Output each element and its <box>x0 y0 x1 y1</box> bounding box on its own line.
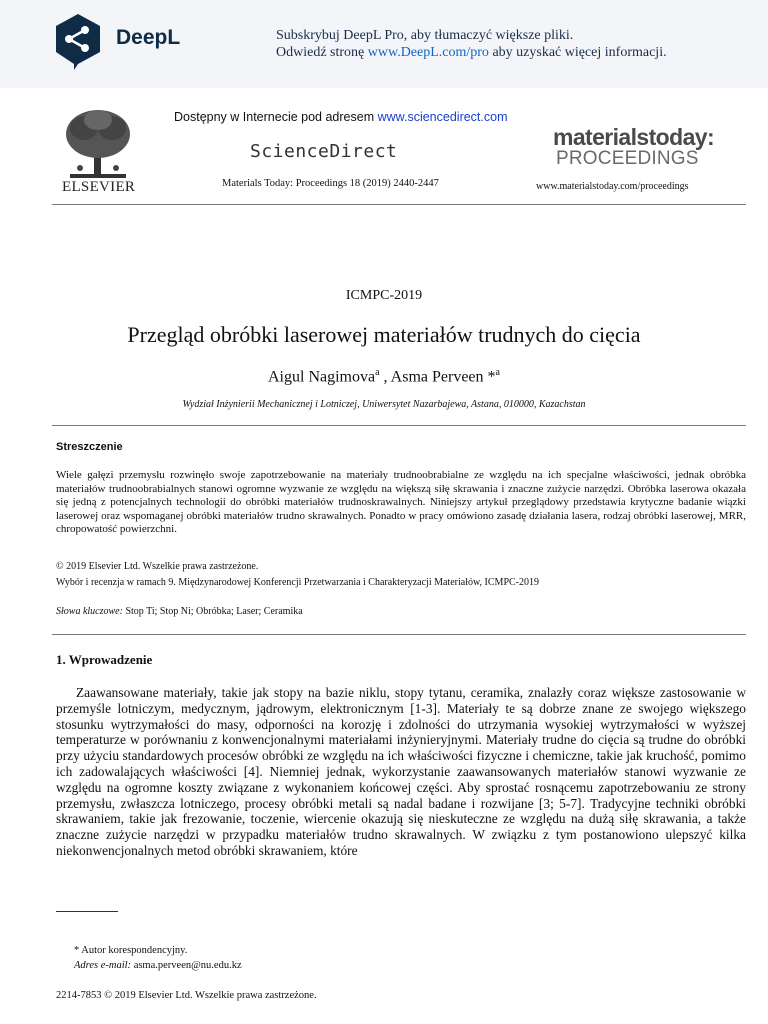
banner-line-2-pre: Odwiedź stronę <box>276 45 368 60</box>
header-divider <box>52 204 746 205</box>
peer-review-note: Wybór i recenzja w ramach 9. Międzynarodowej Konferencji Przetwarzania i Charakteryzacji Materiałów, ICMPC-2019 <box>56 577 540 588</box>
footnote-divider <box>56 911 118 912</box>
abstract-bottom-divider <box>52 634 746 635</box>
keywords-list: Stop Ti; Stop Ni; Obróbka; Laser; Ceramika <box>122 606 303 617</box>
affiliation: Wydział Inżynierii Mechanicznej i Lotniczej, Uniwersytet Nazarbajewa, Astana, 010000, Kazachstan <box>182 399 586 410</box>
abstract-heading: Streszczenie <box>56 441 123 453</box>
author-2[interactable]: Asma Perveen * <box>390 368 496 386</box>
author-1-affiliation-mark: a <box>375 367 380 378</box>
journal-url[interactable]: www.materialstoday.com/proceedings <box>536 181 689 192</box>
author-list <box>0 367 768 386</box>
keywords-line <box>56 606 303 617</box>
elsevier-wordmark: ELSEVIER <box>62 179 136 195</box>
article-title: Przegląd obróbki laserowej materiałów trudnych do cięcia <box>127 322 641 347</box>
conference-name: ICMPC-2019 <box>345 288 423 303</box>
sciencedirect-title: ScienceDirect <box>250 141 398 162</box>
deepl-banner <box>0 0 768 88</box>
email-label: Adres e-mail: <box>74 960 132 971</box>
email-address[interactable]: asma.perveen@nu.edu.kz <box>131 960 242 971</box>
banner-line-1: Subskrybuj DeepL Pro, aby tłumaczyć większe pliki. <box>276 28 574 43</box>
journal-citation: Materials Today: Proceedings 18 (2019) 2440-2447 <box>222 178 439 189</box>
email-note <box>74 960 242 971</box>
sciencedirect-link[interactable]: www.sciencedirect.com <box>377 110 508 124</box>
abstract-body: Wiele gałęzi przemysłu rozwinęło swoje zapotrzebowanie na materiały trudnoobrabialne ze względu na ich specjalne właściwości, jednak obróbka materiałów trudnoobrabialnych stanowi ogromne wyzwanie ze względu na większą siłę skrawania i znaczne zużycie narzędzi. Obróbka laserowa okazała się jedną z potencjalnych technologii do obróbki materiałów trudnoskrawalnych. Niniejszy artykuł przeglądowy przedstawia krytyczne badanie wiązki laserowej oraz wspomaganej obróbki materiałów trudno skrawalnych. Ponadto w pracy omówiono zasadę działania lasera, rodzaj obróbki laserowej, MRR, chropowatość powierzchni. <box>56 469 746 535</box>
introduction-paragraph: Zaawansowane materiały, takie jak stopy na bazie niklu, stopy tytanu, ceramika, znalazły coraz większe zastosowanie w przemyśle lotniczym, medycznym, jądrowym, elektronicznym [1-3]. Materiały te są dobrze znane ze swojego większego stosunku wytrzymałości do masy, odporności na korozję i zdolności do utrzymania wysokiej wytrzymałości w wyższej temperaturze w porównaniu z konwencjonalnymi materiałami inżynieryjnymi. Materiały trudne do cięcia są trudne do obróbki przy użyciu standardowych procesów obróbki ze względu na ich właściwości fizyczne i chemiczne, takie jak kruchość, pomimo ich zadowalających właściwości [4]. Niemniej jednak, wykorzystanie zaawansowanych materiałów stanowi wyzwanie ze względu na ogromne koszty związane z wykonaniem końcowej części. Aby sprostać rosnącemu zapotrzebowaniu ze strony przemysłu, zwłaszcza lotniczego, procesy obróbki metali są nadal badane i rozwijane [3; 5-7]. Tradycyjne techniki obróbki skrawaniem, takie jak frezowanie, toczenie, wiercenie okazują się nieskuteczne ze względu na dużą siłę skrawania, a także znaczne zużycie narzędzi w przypadku materiałów trudno skrawalnych. W związku z tym postanowiono ulepszyć kilka niekonwencjonalnych metod obróbki skrawaniem, które <box>56 685 746 858</box>
author-2-affiliation-mark: a <box>495 367 500 378</box>
deepl-logo-icon[interactable] <box>52 12 104 72</box>
availability-line <box>174 110 508 124</box>
banner-line-2 <box>276 44 667 61</box>
keywords-label: Słowa kluczowe: <box>56 606 123 617</box>
author-1[interactable]: Aigul Nagimova <box>268 368 376 386</box>
section-heading: 1. Wprowadzenie <box>56 652 153 667</box>
banner-line-2-post: aby uzyskać więcej informacji. <box>488 45 667 60</box>
author-separator: , <box>379 368 391 386</box>
copyright-line: © 2019 Elsevier Ltd. Wszelkie prawa zastrzeżone. <box>56 561 259 572</box>
availability-text: Dostępny w Internecie pod adresem <box>174 110 378 124</box>
issn-copyright: 2214-7853 © 2019 Elsevier Ltd. Wszelkie prawa zastrzeżone. <box>56 990 317 1001</box>
corresponding-author-note: * Autor korespondencyjny. <box>74 945 188 956</box>
deepl-brand-name[interactable]: DeepL <box>116 26 181 49</box>
materials-today-logo: materialstoday: <box>553 124 715 150</box>
deepl-pro-link[interactable]: www.DeepL.com/pro <box>367 45 489 60</box>
abstract-top-divider <box>52 425 746 426</box>
banner-message <box>276 27 667 61</box>
proceedings-logo: PROCEEDINGS <box>556 148 699 169</box>
elsevier-tree-logo-icon <box>60 108 136 180</box>
